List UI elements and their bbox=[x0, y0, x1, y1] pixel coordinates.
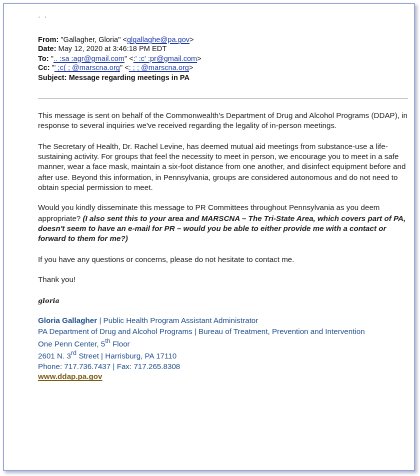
body-paragraph-3 bbox=[38, 203, 408, 244]
cc-open: " bbox=[51, 63, 55, 73]
to-suffix: > bbox=[197, 53, 202, 63]
cc-email-link-1[interactable]: ' ;c( ; @marscna.org bbox=[54, 63, 120, 73]
date-row bbox=[38, 44, 408, 53]
email-printout bbox=[3, 3, 415, 471]
closing: Thank you! bbox=[38, 275, 76, 285]
to-label: To: bbox=[38, 53, 49, 63]
signature-dept: PA Department of Drug and Alcohol Programs | Bureau of Treatment, Prevention and Intervention bbox=[38, 326, 365, 336]
handwritten-signature: gloria bbox=[38, 297, 60, 306]
subject-row bbox=[38, 73, 408, 82]
from-row bbox=[38, 35, 408, 44]
signature-address-2 bbox=[38, 349, 408, 362]
to-email-link-2[interactable]: :' :c' :pr@gmail.com bbox=[133, 53, 198, 63]
signature-address-1 bbox=[38, 337, 408, 350]
website-link[interactable]: www.ddap.pa.gov bbox=[38, 372, 103, 382]
header-divider bbox=[38, 98, 408, 99]
cc-row bbox=[38, 63, 408, 72]
address-2-text: 2601 N. 3 bbox=[38, 352, 71, 362]
top-mark: · · bbox=[38, 14, 48, 21]
date-value: May 12, 2020 at 3:46:18 PM EDT bbox=[58, 44, 167, 54]
cc-suffix: > bbox=[188, 63, 194, 73]
signature-name: Gloria Gallagher bbox=[38, 316, 98, 326]
address-1-sup: th bbox=[105, 337, 111, 345]
from-suffix: > bbox=[189, 35, 194, 44]
cc-mid: " < bbox=[119, 63, 129, 73]
to-row bbox=[38, 54, 408, 63]
cc-email-link-2[interactable]: : ; ; @marscna.org bbox=[128, 63, 189, 73]
body-paragraph-3-main: Would you kindly disseminate this message to PR Committees throughout Pennsylvania as you deem appropriate? bbox=[38, 203, 380, 223]
to-email-link-1[interactable]: .. :sa :agr@gmail.com bbox=[53, 53, 125, 63]
signature-title: | Public Health Program Assistant Administrator bbox=[97, 316, 259, 326]
subject-label: Subject: bbox=[38, 72, 67, 82]
date-label: Date: bbox=[38, 44, 57, 54]
address-2-sup: rd bbox=[70, 350, 77, 358]
signature-block bbox=[38, 316, 408, 382]
subject-value: Message regarding meetings in PA bbox=[68, 72, 190, 82]
email-body bbox=[38, 111, 408, 383]
to-open: " bbox=[50, 53, 54, 63]
from-name: "Gallagher, Gloria" < bbox=[60, 35, 127, 44]
body-paragraph-4: If you have any questions or concerns, please do not hesitate to contact me. bbox=[38, 254, 295, 264]
from-email-link[interactable]: glgallaghe@pa.gov bbox=[126, 35, 190, 44]
body-paragraph-2: The Secretary of Health, Dr. Rachel Levine, has deemed mutual aid meetings from substance-use a life-sustaining activity. For groups that feel the necessity to meet in person, we encourage you to meet in a safe manner, wear a face mask, maintain a six-foot distance from one another, and disinfect equipment before and after use. Beyond this information, in Pennsylvania, groups are considered autonomous and do not need to obtain special permission to meet. bbox=[38, 141, 406, 192]
address-1-text-end: Floor bbox=[110, 339, 130, 349]
address-2-text-end: Street | Harrisburg, PA 17110 bbox=[76, 352, 177, 362]
email-header bbox=[38, 35, 408, 82]
signature-phone: Phone: 717.736.7437 | Fax: 717.265.8308 bbox=[38, 362, 181, 372]
to-mid: " < bbox=[124, 53, 134, 63]
address-1-text: One Penn Center, 5 bbox=[38, 339, 106, 349]
cc-label: Cc: bbox=[38, 63, 50, 73]
signature-name-line bbox=[38, 316, 408, 326]
body-paragraph-3-italic: (I also sent this to your area and MARSCNA – The Tri-State Area, which covers part of PA, doesn't seem to have an e-mail for PR – would you be able to either provide me with a contact or forward to them for me?) bbox=[38, 213, 406, 244]
body-paragraph-1: This message is sent on behalf of the Commonwealth's Department of Drug and Alcohol Programs (DDAP), in response to several inquiries we've received regarding the legality of in-person meetings. bbox=[38, 111, 408, 131]
from-label: From: bbox=[38, 35, 59, 44]
